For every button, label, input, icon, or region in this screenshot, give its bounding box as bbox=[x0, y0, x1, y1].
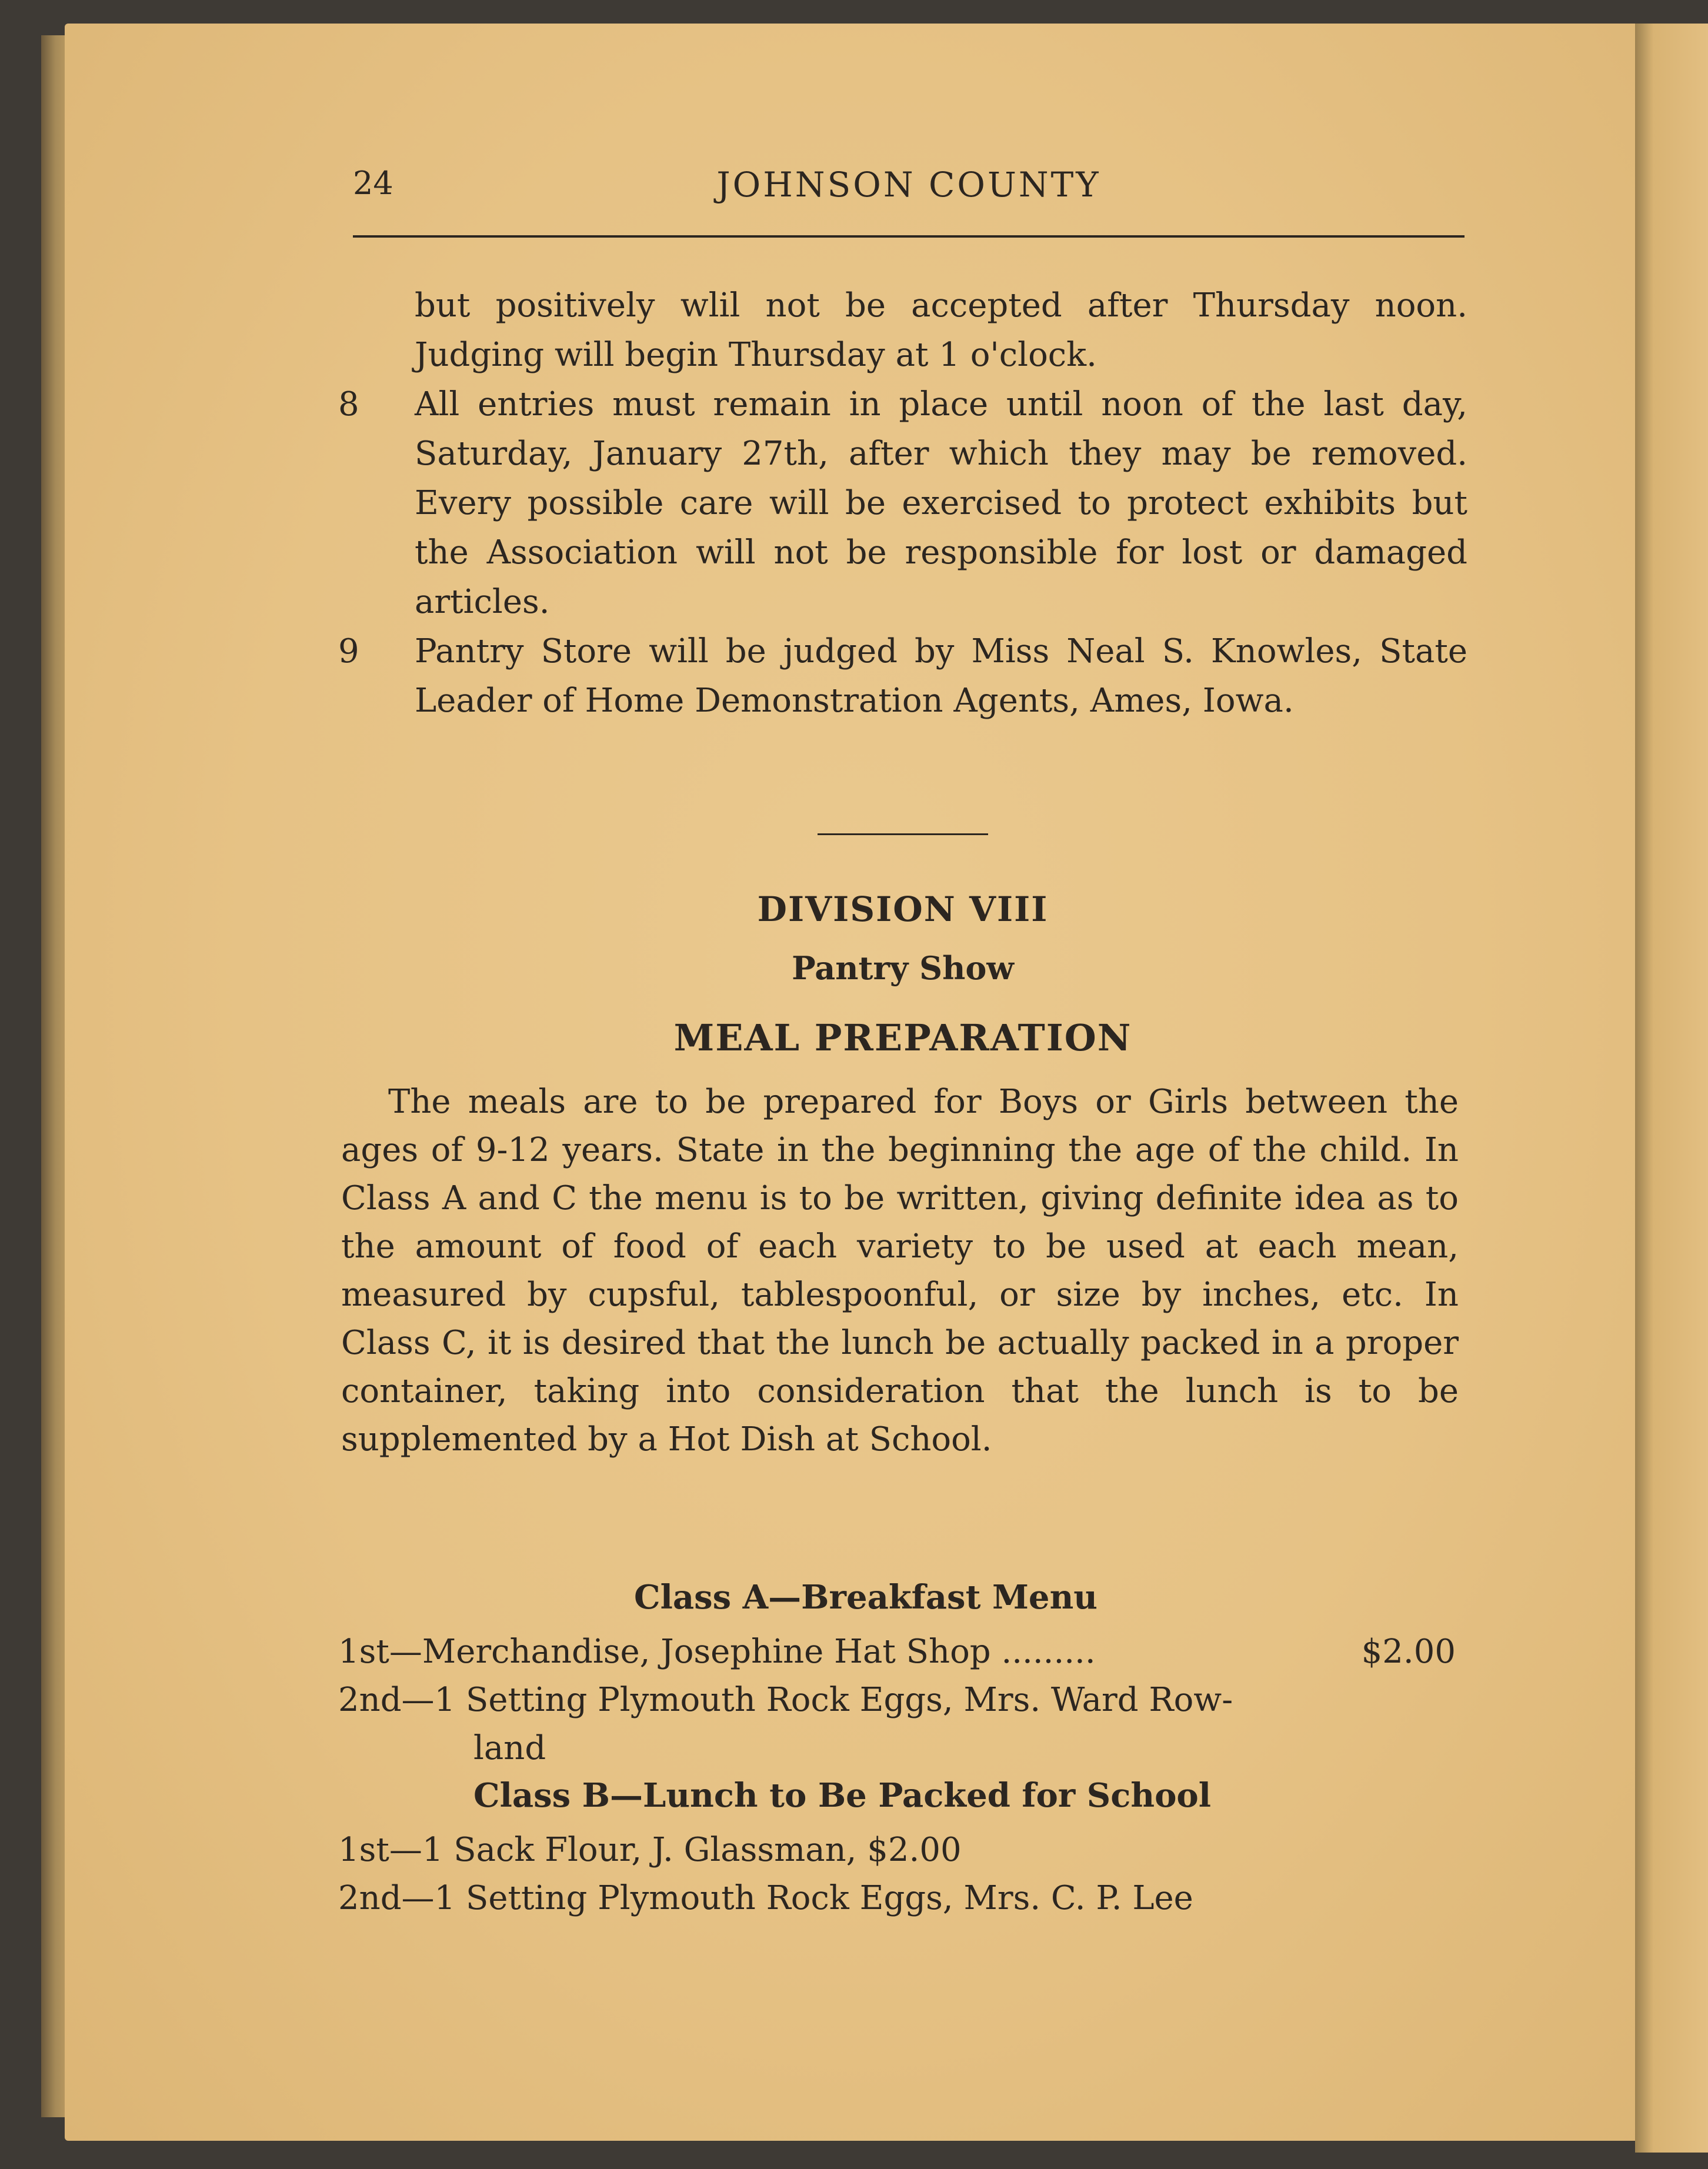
division-subtitle: Pantry Show bbox=[792, 949, 1014, 987]
prize-continuation: land bbox=[473, 1729, 546, 1767]
prize-text: 1st—Merchandise, Josephine Hat Shop ......... bbox=[338, 1633, 1096, 1671]
rule-number: 9 bbox=[338, 632, 359, 670]
rules-continued bbox=[338, 281, 1467, 726]
running-head: JOHNSON COUNTY bbox=[716, 165, 1101, 205]
section-title: MEAL PREPARATION bbox=[673, 1016, 1132, 1059]
class-b-title: Class B—Lunch to Be Packed for School bbox=[473, 1776, 1212, 1815]
rule-continuation-text: but positively wlil not be accepted after Thursday noon. Judging will begin Thursday at 1 o'clock. bbox=[415, 286, 1467, 374]
page-header bbox=[353, 165, 1465, 241]
prize-text: 1st—1 Sack Flour, J. Glassman, $2.00 bbox=[338, 1831, 962, 1869]
facing-page-edge bbox=[1635, 24, 1708, 2153]
header-rule bbox=[353, 235, 1465, 238]
rule-text: Pantry Store will be judged by Miss Neal S. Knowles, State Leader of Home Demonstration Agents, Ames, Iowa. bbox=[415, 632, 1467, 720]
class-a-title: Class A—Breakfast Menu bbox=[634, 1578, 1097, 1617]
intro-paragraph: The meals are to be prepared for Boys or Girls between the ages of 9-12 years. State in the beginning the age of the child. In Class A and C the menu is to be written, giving definite idea as to the amount of food of each variety to be used at each mean, measured by cupsful, tablespoonful, or size by inches, etc. In Class C, it is desired that the lunch be actually packed in a proper container, taking into consideration that the lunch is to be supplemented by a Hot Dish at School. bbox=[341, 1083, 1459, 1459]
rule-number: 8 bbox=[338, 385, 359, 423]
prize-row bbox=[338, 1826, 1456, 1874]
rule-item bbox=[338, 380, 1467, 627]
section-divider bbox=[818, 833, 988, 835]
class-b-prizes bbox=[338, 1826, 1456, 1923]
prize-row bbox=[338, 1628, 1456, 1676]
division-title: DIVISION VIII bbox=[757, 889, 1049, 929]
class-a-prizes bbox=[338, 1628, 1456, 1773]
prize-text: 2nd—1 Setting Plymouth Rock Eggs, Mrs. C. P. Lee bbox=[338, 1879, 1193, 1917]
rule-continuation bbox=[338, 281, 1467, 380]
prize-amount: $2.00 bbox=[1361, 1633, 1456, 1671]
prize-row bbox=[338, 1874, 1456, 1923]
prize-row bbox=[338, 1676, 1456, 1724]
rule-item bbox=[338, 627, 1467, 726]
prize-text: 2nd—1 Setting Plymouth Rock Eggs, Mrs. Ward Row- bbox=[338, 1681, 1233, 1719]
rule-text: All entries must remain in place until noon of the last day, Saturday, January 27th, after which they may be removed. Every possible care will be exercised to protect exhibits but the Association will not be responsible for lost or damaged articles. bbox=[415, 385, 1467, 621]
page-number: 24 bbox=[353, 165, 393, 202]
